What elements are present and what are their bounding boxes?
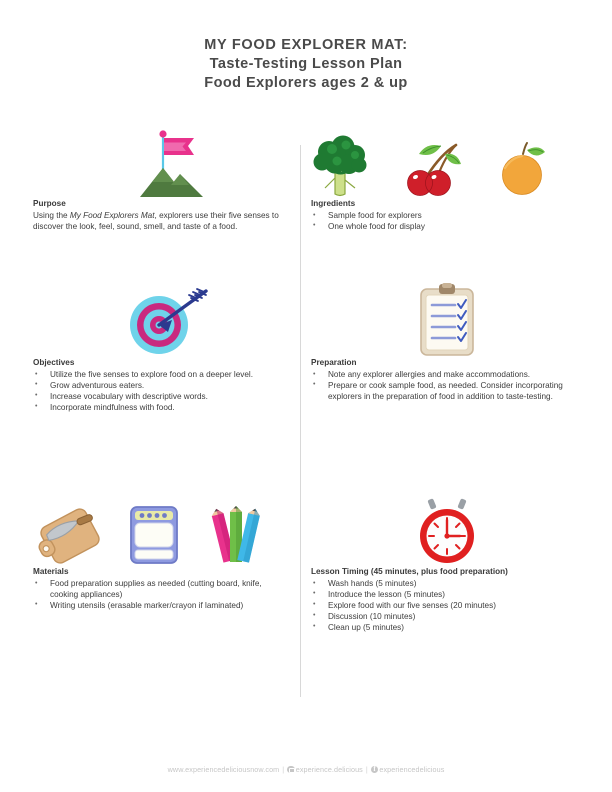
footer-facebook-handle[interactable]: experiencedelicious (379, 765, 445, 774)
colored-pencils-icon (205, 504, 267, 566)
lesson-timing-list (311, 579, 583, 634)
purpose-text (33, 211, 291, 233)
purpose-text-italic: My Food Explorers Mat (69, 211, 155, 220)
mountain-with-flag-icon (130, 124, 222, 198)
purpose-illustration (33, 124, 291, 198)
preparation-section (311, 283, 583, 403)
list-item: • Explore food with our five senses (20 minutes) (311, 601, 583, 612)
broccoli-icon (313, 136, 367, 198)
materials-illustration (33, 492, 291, 566)
cutting-board-and-knife-icon (37, 504, 103, 566)
lesson-timing-illustration (311, 492, 583, 566)
list-item: • Sample food for explorers (311, 211, 583, 222)
facebook-icon[interactable] (371, 766, 379, 774)
footer-separator-2: | (365, 765, 368, 774)
ingredients-heading: Ingredients (311, 199, 356, 208)
lesson-timing-heading: Lesson Timing (45 minutes, plus food preparation) (311, 567, 508, 576)
orange-icon (497, 140, 549, 198)
preparation-heading: Preparation (311, 358, 357, 367)
materials-section (33, 492, 291, 612)
lesson-timing-section (311, 492, 583, 634)
title-line-3: Food Explorers ages 2 & up (204, 75, 408, 91)
preparation-list (311, 370, 583, 403)
list-item: • Food preparation supplies as needed (cutting board, knife, cooking appliances) (33, 579, 291, 601)
column-divider (300, 145, 301, 697)
list-item: • Discussion (10 minutes) (311, 612, 583, 623)
instagram-icon[interactable] (287, 766, 295, 774)
objectives-heading: Objectives (33, 358, 75, 367)
list-item: • Incorporate mindfulness with food. (33, 403, 291, 414)
title-line-1: MY FOOD EXPLORER MAT: (204, 37, 408, 53)
list-item: • Introduce the lesson (5 minutes) (311, 590, 583, 601)
purpose-text-post: , explorers use their five senses to discover the look, feel, sound, smell, and taste of a food. (33, 211, 279, 231)
purpose-heading: Purpose (33, 199, 66, 208)
list-item: • Utilize the five senses to explore food on a deeper level. (33, 370, 291, 381)
footer-separator-1: | (282, 765, 285, 774)
objectives-list (33, 370, 291, 414)
purpose-text-pre: Using the (33, 211, 70, 220)
ingredients-illustration (311, 124, 583, 198)
materials-heading: Materials (33, 567, 69, 576)
stopwatch-icon (413, 498, 481, 566)
purpose-section (33, 124, 291, 233)
list-item: • Clean up (5 minutes) (311, 623, 583, 634)
materials-list (33, 579, 291, 612)
footer (0, 765, 612, 774)
list-item: • Note any explorer allergies and make accommodations. (311, 370, 583, 381)
objectives-section (33, 283, 291, 414)
list-item: • Grow adventurous eaters. (33, 381, 291, 392)
ingredients-list (311, 211, 583, 233)
stove-icon (125, 504, 183, 566)
list-item: • Wash hands (5 minutes) (311, 579, 583, 590)
page-title (0, 36, 612, 93)
ingredients-section (311, 124, 583, 233)
target-with-arrow-icon (122, 285, 218, 357)
footer-website[interactable]: www.experiencedeliciousnow.com (167, 765, 280, 774)
list-item: • Increase vocabulary with descriptive words. (33, 392, 291, 403)
footer-instagram-handle[interactable]: experience.delicious (295, 765, 363, 774)
clipboard-checklist-icon (416, 283, 478, 357)
list-item: • Prepare or cook sample food, as needed. Consider incorporating explorers in the preparation of food in addition to taste-testing. (311, 381, 583, 403)
list-item: • One whole food for display (311, 222, 583, 233)
preparation-illustration (311, 283, 583, 357)
title-line-2: Taste-Testing Lesson Plan (209, 56, 403, 72)
objectives-illustration (33, 283, 291, 357)
list-item: • Writing utensils (erasable marker/crayon if laminated) (33, 601, 291, 612)
cherries-icon (401, 140, 463, 198)
